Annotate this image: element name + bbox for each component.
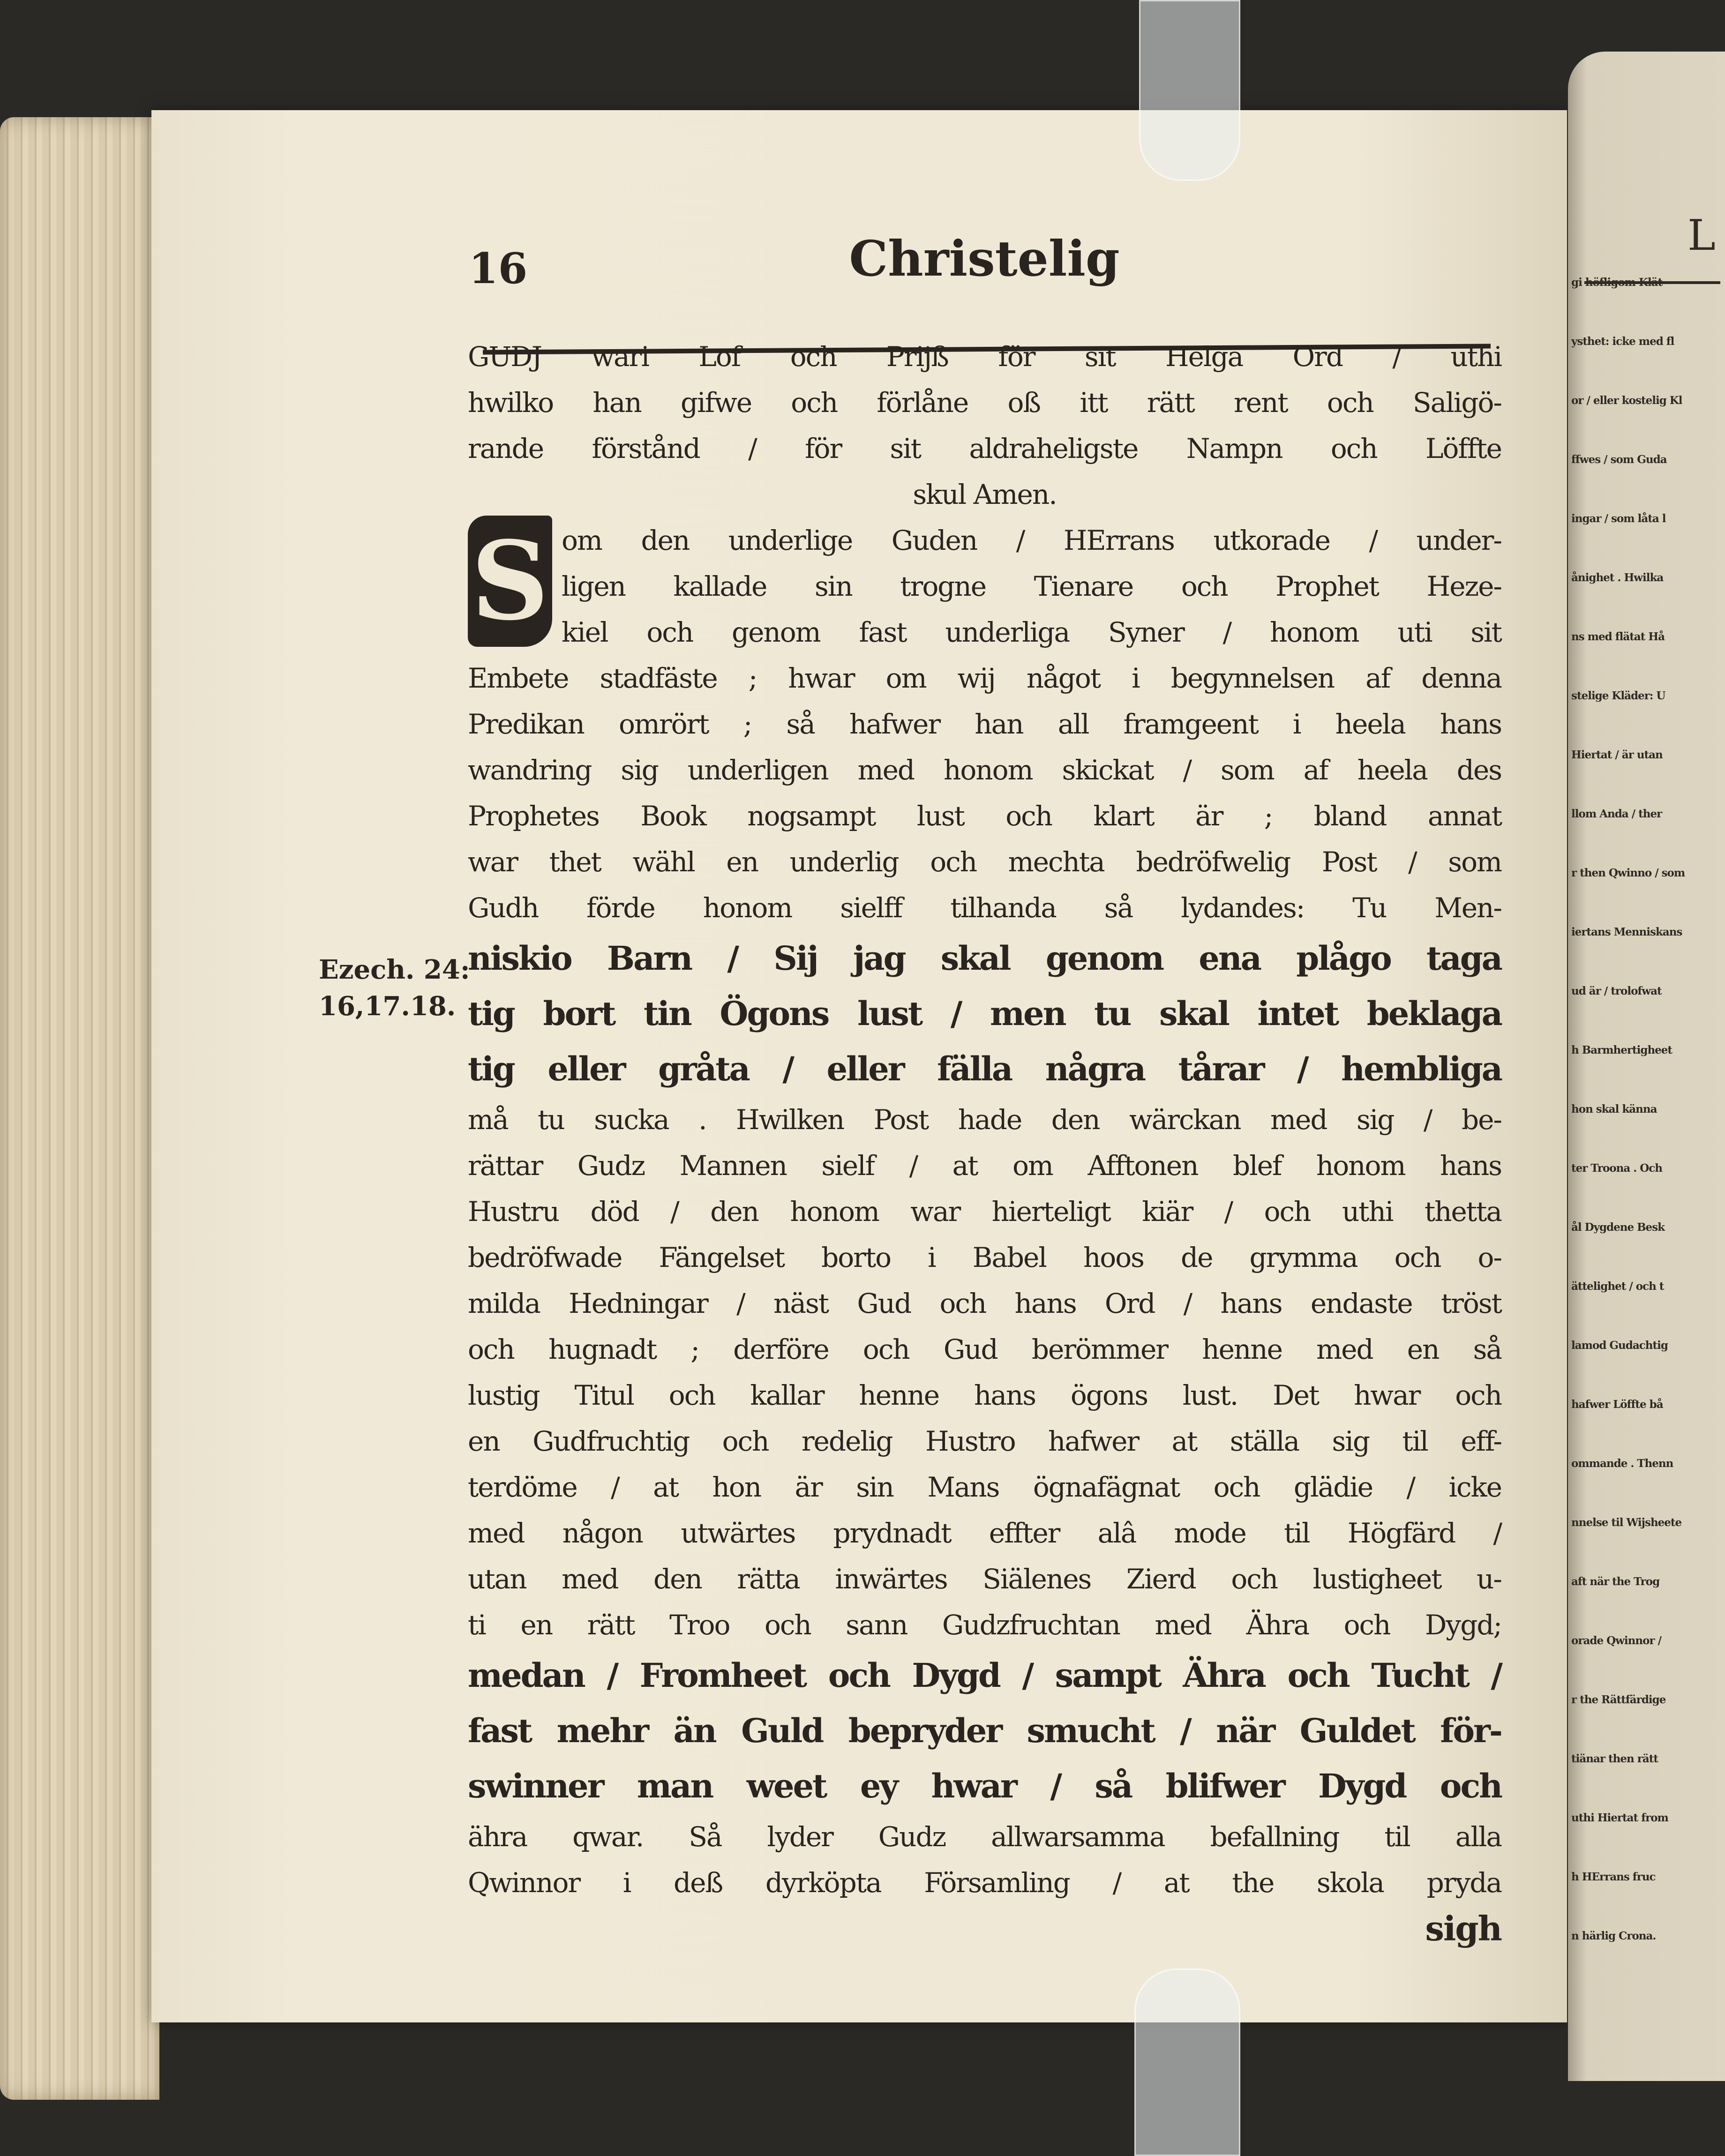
right-text-line: ommande . Thenn	[1571, 1457, 1673, 1470]
right-page-text	[1571, 253, 1721, 1966]
text-line: tig bort tin Ögons lust / men tu skal intet beklaga	[468, 994, 1501, 1033]
right-text-line: n härlig Crona.	[1571, 1930, 1656, 1942]
margin-note-line: Ezech. 24:	[319, 954, 470, 985]
text-line: ligen kallade sin trogne Tienare och Prophet Heze-	[562, 570, 1501, 602]
text-line: med någon utwärtes prydnadt effter alâ mode til Högfärd /	[468, 1517, 1501, 1549]
right-text-line: tiänar then rätt	[1571, 1752, 1658, 1765]
right-text-line: ål Dygdene Besk	[1571, 1221, 1665, 1234]
text-line: rättar Gudz Mannen sielf / at om Afftonen blef honom hans	[468, 1150, 1501, 1182]
right-text-line: nnelse til Wijsheete	[1571, 1516, 1682, 1529]
right-text-line: Hiertat / är utan	[1571, 749, 1663, 761]
text-line: må tu sucka . Hwilken Post hade den wärckan med sig / be-	[468, 1104, 1501, 1136]
text-line: war thet wähl en underlig och mechta bedröfwelig Post / som	[468, 846, 1501, 878]
right-text-line: ysthet: icke med fl	[1571, 335, 1674, 348]
text-line: kiel och genom fast underliga Syner / honom uti sit	[562, 616, 1501, 648]
right-text-line: gi höfligom Klät	[1571, 276, 1663, 289]
text-line: sigh	[1425, 1909, 1501, 1948]
text-line: GUDJ wari Lof och Prijß för sit Helga Ord / uthi	[468, 341, 1501, 373]
right-text-line: or / eller kostelig Kl	[1571, 394, 1682, 407]
text-line: ti en rätt Troo och sann Gudzfruchtan med Ähra och Dygd;	[468, 1609, 1501, 1641]
text-line: Predikan omrört ; så hafwer han all framgeent i heela hans	[468, 708, 1501, 740]
text-line: ähra qwar. Så lyder Gudz allwarsamma befallning til alla	[468, 1821, 1501, 1853]
text-line: Embete stadfäste ; hwar om wij något i begynnelsen af denna	[468, 662, 1501, 694]
right-text-line: h Barmhertigheet	[1571, 1044, 1672, 1056]
right-text-line: ffwes / som Guda	[1571, 453, 1667, 466]
right-text-line: orade Qwinnor /	[1571, 1634, 1661, 1647]
text-line: utan med den rätta inwärtes Siälenes Zierd och lustigheet u-	[468, 1563, 1501, 1595]
text-line: milda Hedningar / näst Gud och hans Ord / hans endaste tröst	[468, 1288, 1501, 1319]
right-text-line: uthi Hiertat from	[1571, 1812, 1668, 1824]
right-text-line: aft när the Trog	[1571, 1575, 1660, 1588]
text-line: en Gudfruchtig och redelig Hustro hafwer at ställa sig til eff-	[468, 1425, 1501, 1457]
text-line: skul Amen.	[913, 479, 1057, 510]
right-text-line: ter Troona . Och	[1571, 1162, 1663, 1175]
right-text-line: hafwer Löffte bå	[1571, 1398, 1663, 1411]
right-text-line: ns med flätat Hå	[1571, 630, 1665, 643]
ornamental-drop-cap: S	[468, 516, 552, 647]
margin-note-line: 16,17.18.	[319, 991, 456, 1022]
text-line: swinner man weet ey hwar / så blifwer Dygd och	[468, 1767, 1501, 1805]
text-line: wandring sig underligen med honom skickat / som af heela des	[468, 754, 1501, 786]
text-line: fast mehr än Guld bepryder smucht / när Guldet för-	[468, 1711, 1501, 1750]
right-text-line: lamod Gudachtig	[1571, 1339, 1668, 1352]
right-text-line: iertans Menniskans	[1571, 926, 1682, 938]
right-text-line: ingar / som låta l	[1571, 512, 1666, 525]
text-line: Hustru död / den honom war hierteligt kiär / och uthi thetta	[468, 1196, 1501, 1228]
text-line: Qwinnor i deß dyrköpta Församling / at the skola pryda	[468, 1867, 1501, 1899]
text-line: om den underlige Guden / HErrans utkorade / under-	[562, 524, 1501, 556]
right-text-line: h HErrans fruc	[1571, 1871, 1656, 1883]
text-line: terdöme / at hon är sin Mans ögnafägnat och glädie / icke	[468, 1471, 1501, 1503]
text-line: tig eller gråta / eller fälla några tårar / hembliga	[468, 1049, 1501, 1088]
right-text-line: r the Rättfärdige	[1571, 1693, 1666, 1706]
text-line: bedröfwade Fängelset borto i Babel hoos de grymma och o-	[468, 1242, 1501, 1273]
text-line: Prophetes Book nogsampt lust och klart är ; bland annat	[468, 800, 1501, 832]
right-text-line: hon skal känna	[1571, 1103, 1657, 1115]
text-line: lustig Titul och kallar henne hans ögons lust. Det hwar och	[468, 1379, 1501, 1411]
right-running-head: L	[1688, 211, 1716, 260]
text-line: rande förstånd / för sit aldraheligste Nampn och Löffte	[468, 433, 1501, 464]
text-line: Gudh förde honom sielff tilhanda så lydandes: Tu Men-	[468, 892, 1501, 924]
page-holder-clip-bottom	[1134, 1969, 1240, 2156]
margin-note	[319, 951, 470, 1025]
text-line: och hugnadt ; derföre och Gud berömmer henne med en så	[468, 1333, 1501, 1365]
page-holder-clip-top	[1139, 0, 1240, 181]
book-page-edges	[0, 117, 159, 2100]
text-line: niskio Barn / Sij jag skal genom ena plågo taga	[468, 939, 1501, 978]
text-line: hwilko han gifwe och förlåne oß itt rätt rent och Saligö-	[468, 387, 1501, 419]
right-text-line: r then Qwinno / som	[1571, 867, 1685, 879]
right-text-line: ud är / trolofwat	[1571, 985, 1662, 997]
right-text-line: stelige Kläder: U	[1571, 689, 1665, 702]
running-head: Christelig	[849, 230, 1120, 287]
right-text-line: llom Anda / ther	[1571, 808, 1662, 820]
right-text-line: ättelighet / och t	[1571, 1280, 1664, 1293]
page-number: 16	[469, 244, 528, 293]
body-text	[468, 334, 1501, 1952]
right-text-line: ånighet . Hwilka	[1571, 571, 1664, 584]
text-line: medan / Fromheet och Dygd / sampt Ähra och Tucht /	[468, 1656, 1501, 1695]
